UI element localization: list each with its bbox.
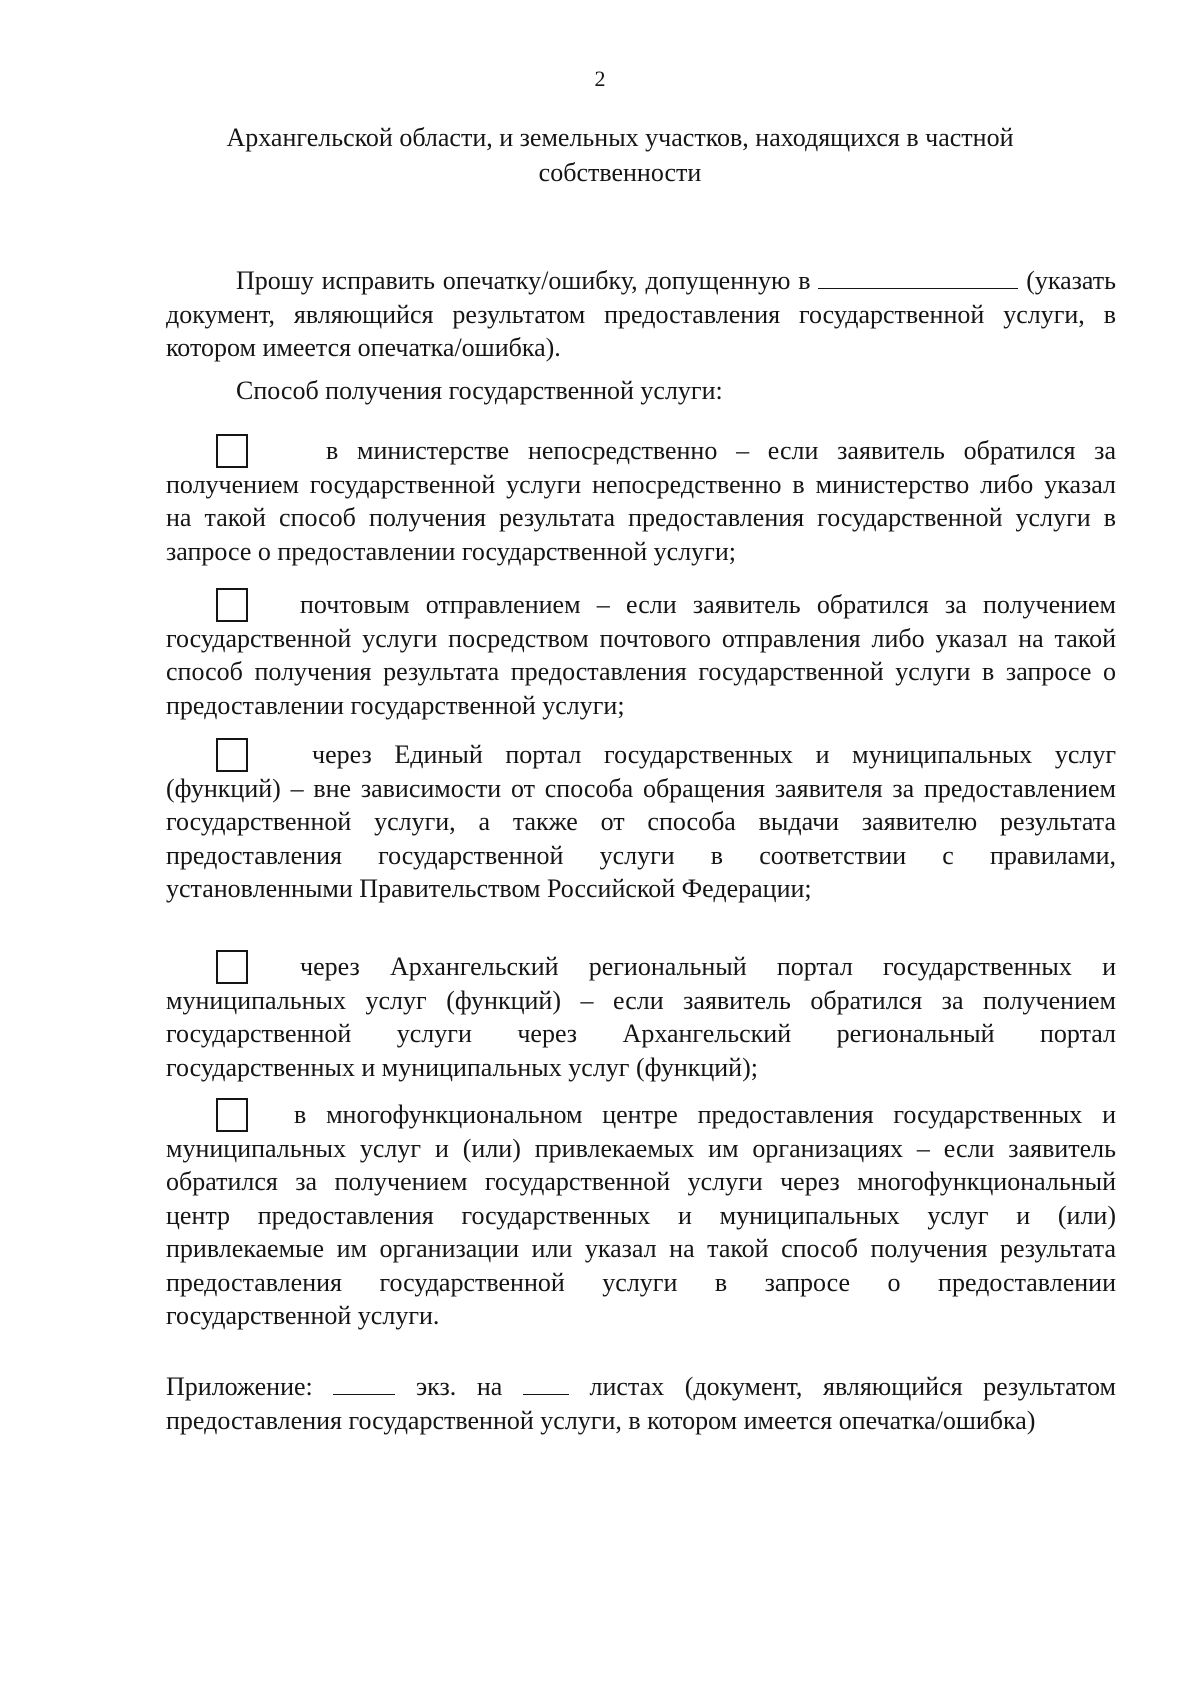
request-paragraph: [166, 264, 1116, 365]
document-blank-field[interactable]: [818, 264, 1018, 289]
request-text: Прошу исправить опечатку/ошибку, допущенную в: [236, 266, 811, 295]
copies-count-field[interactable]: [333, 1370, 395, 1395]
attachment-paragraph: [166, 1370, 1116, 1437]
page-number: 2: [594, 66, 606, 91]
option-1-text: в министерстве непосредственно – если заявитель обратился за получением государственной услуги непосредственно в министерство либо указал на такой способ получения результата предоставления государственной услуги в запросе о предоставлении государственной услуги;: [166, 436, 1116, 566]
option-3-text: через Единый портал государственных и муниципальных услуг (функций) – вне зависимости от способа обращения заявителя за предоставлением государственной услуги, а также от способа выдачи заявителю результата предоставления государственной услуги в соответствии с правилами, установленными Правительством Российской Федерации;: [166, 740, 1116, 903]
attachment-label: Приложение:: [166, 1372, 313, 1401]
request-explanation: (указать документ, являющийся результатом предоставления государственной услуги, в котором имеется опечатка/ошибка).: [166, 266, 1117, 362]
title-continuation: Архангельской области, и земельных участков, находящихся в частной собственности: [226, 123, 1014, 187]
sheets-count-field[interactable]: [523, 1370, 569, 1395]
option-5-text: в многофункциональном центре предоставления государственных и муниципальных услуг и (или) привлекаемых им организациях – если заявитель обратился за получением государственной услуги через многофункциональный центр предоставления государственных и муниципальных услуг и (или) привлекаемые им организации или указал на такой способ получения результата предоставления государственной услуги в запросе о предоставлении государственной услуги.: [166, 1100, 1116, 1330]
copies-word: экз. на: [416, 1372, 503, 1401]
option-4-text: через Архангельский региональный портал государственных и муниципальных услуг (функций) – если заявитель обратился за получением государственной услуги через Архангельский региональный портал государственных и муниципальных услуг (функций);: [166, 952, 1116, 1082]
method-heading: Способ получения государственной услуги:: [236, 376, 723, 405]
option-2-text: почтовым отправлением – если заявитель обратился за получением государственной услуги посредством почтового отправления либо указал на такой способ получения результата предоставления государственной услуги в запросе о предоставлении государственной услуги;: [166, 590, 1116, 720]
attachment-rest: листах (документ, являющийся результатом предоставления государственной услуги, в котором имеется опечатка/ошибка): [166, 1372, 1116, 1435]
